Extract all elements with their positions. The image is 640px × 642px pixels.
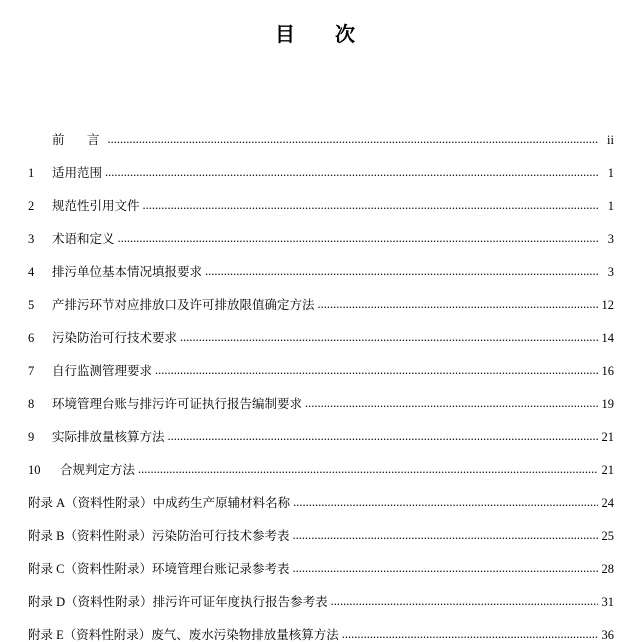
toc-leader-dots bbox=[118, 233, 598, 243]
document-page bbox=[0, 18, 640, 642]
toc-entry-number: 5 bbox=[28, 297, 35, 312]
toc-leader-dots bbox=[143, 200, 598, 210]
toc-entry-label: 附录 D（资料性附录）排污许可证年度执行报告参考表 bbox=[28, 594, 328, 609]
toc-leader-dots bbox=[292, 530, 598, 540]
table-of-contents bbox=[28, 110, 614, 641]
toc-entry-page: 3 bbox=[607, 264, 614, 279]
toc-entry-label: 附录 C（资料性附录）环境管理台账记录参考表 bbox=[28, 561, 290, 576]
page-title: 目 次 bbox=[275, 24, 365, 46]
toc-entry-page: 36 bbox=[601, 627, 614, 642]
toc-entry-label: 环境管理台账与排污许可证执行报告编制要求 bbox=[52, 396, 303, 411]
toc-leader-dots bbox=[305, 398, 598, 408]
toc-leader-dots bbox=[180, 332, 598, 342]
toc-entry-appendix-b[interactable] bbox=[28, 509, 614, 542]
toc-leader-dots bbox=[105, 167, 598, 177]
toc-entry-appendix-d[interactable] bbox=[28, 575, 614, 608]
toc-entry-3[interactable] bbox=[28, 212, 614, 245]
toc-entry-appendix-a[interactable] bbox=[28, 476, 614, 509]
toc-entry-2[interactable] bbox=[28, 179, 614, 212]
toc-leader-dots bbox=[138, 464, 598, 474]
toc-entry-label: 前 言 bbox=[52, 132, 105, 147]
toc-entry-page: 3 bbox=[607, 231, 614, 246]
toc-entry-label: 实际排放量核算方法 bbox=[52, 429, 165, 444]
toc-entry-page: 1 bbox=[607, 165, 614, 180]
toc-entry-label: 附录 B（资料性附录）污染防治可行技术参考表 bbox=[28, 528, 290, 543]
toc-entry-label: 规范性引用文件 bbox=[52, 198, 140, 213]
toc-entry-label: 术语和定义 bbox=[52, 231, 115, 246]
toc-leader-dots bbox=[108, 134, 598, 144]
toc-leader-dots bbox=[205, 266, 598, 276]
toc-entry-label: 排污单位基本情况填报要求 bbox=[52, 264, 203, 279]
toc-entry-number: 6 bbox=[28, 330, 35, 345]
toc-leader-dots bbox=[155, 365, 598, 375]
toc-entry-number: 10 bbox=[28, 462, 41, 477]
toc-entry-page: 31 bbox=[601, 594, 614, 609]
toc-entry-4[interactable] bbox=[28, 245, 614, 278]
toc-entry-10[interactable] bbox=[28, 443, 614, 476]
toc-leader-dots bbox=[292, 563, 598, 573]
toc-entry-9[interactable] bbox=[28, 410, 614, 443]
toc-entry-label: 附录 E（资料性附录）废气、废水污染物排放量核算方法 bbox=[28, 627, 339, 642]
toc-entry-number: 1 bbox=[28, 165, 35, 180]
toc-leader-dots bbox=[318, 299, 598, 309]
toc-entry-page: 12 bbox=[601, 297, 614, 312]
toc-leader-dots bbox=[168, 431, 598, 441]
toc-entry-1[interactable] bbox=[28, 146, 614, 179]
toc-entry-5[interactable] bbox=[28, 278, 614, 311]
toc-entry-front-matter[interactable] bbox=[28, 110, 614, 146]
toc-entry-number: 2 bbox=[28, 198, 35, 213]
toc-entry-number: 4 bbox=[28, 264, 35, 279]
toc-entry-6[interactable] bbox=[28, 311, 614, 344]
toc-entry-page: ii bbox=[607, 132, 614, 147]
toc-entry-page: 25 bbox=[601, 528, 614, 543]
toc-leader-dots bbox=[293, 497, 598, 507]
toc-entry-number: 7 bbox=[28, 363, 35, 378]
toc-entry-page: 16 bbox=[601, 363, 614, 378]
toc-entry-label: 产排污环节对应排放口及许可排放限值确定方法 bbox=[52, 297, 315, 312]
toc-entry-label: 合规判定方法 bbox=[60, 462, 136, 477]
toc-entry-appendix-e[interactable] bbox=[28, 608, 614, 641]
toc-entry-appendix-c[interactable] bbox=[28, 542, 614, 575]
toc-entry-number: 9 bbox=[28, 429, 35, 444]
toc-entry-page: 21 bbox=[601, 429, 614, 444]
toc-entry-page: 14 bbox=[601, 330, 614, 345]
toc-entry-number: 3 bbox=[28, 231, 35, 246]
toc-entry-label: 附录 A（资料性附录）中成药生产原辅材料名称 bbox=[28, 495, 291, 510]
toc-entry-label: 污染防治可行技术要求 bbox=[52, 330, 178, 345]
toc-entry-label: 自行监测管理要求 bbox=[52, 363, 153, 378]
toc-entry-7[interactable] bbox=[28, 344, 614, 377]
toc-entry-page: 21 bbox=[601, 462, 614, 477]
toc-entry-label: 适用范围 bbox=[52, 165, 103, 180]
toc-entry-page: 19 bbox=[601, 396, 614, 411]
toc-entry-page: 1 bbox=[607, 198, 614, 213]
toc-entry-number: 8 bbox=[28, 396, 35, 411]
toc-entry-page: 24 bbox=[601, 495, 614, 510]
toc-entry-page: 28 bbox=[601, 561, 614, 576]
toc-leader-dots bbox=[331, 596, 598, 606]
toc-leader-dots bbox=[342, 629, 598, 639]
toc-entry-8[interactable] bbox=[28, 377, 614, 410]
